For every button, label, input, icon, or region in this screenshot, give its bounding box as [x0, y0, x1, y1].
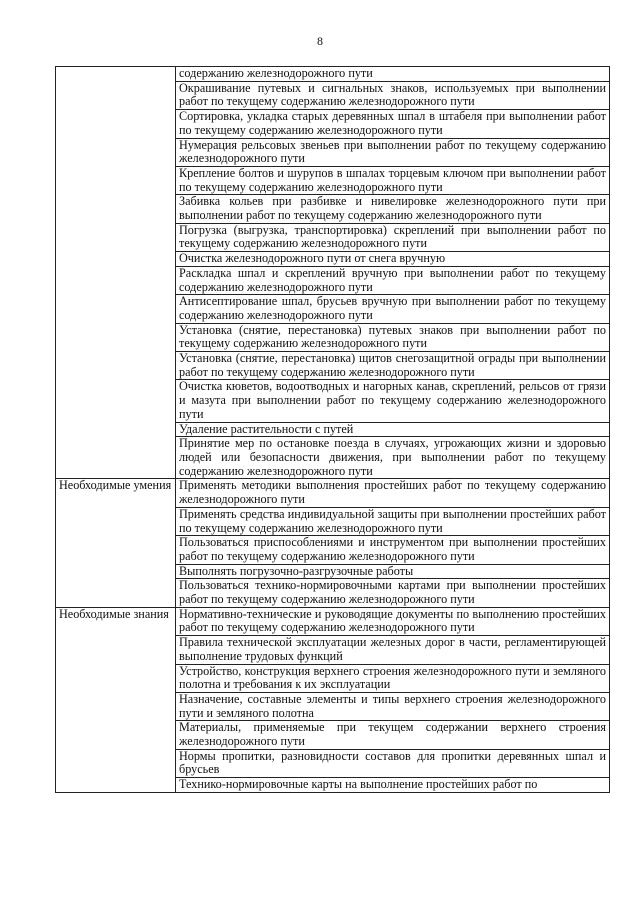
table-cell: Выполнять погрузочно-разгрузочные работы — [176, 564, 610, 579]
competency-table — [55, 66, 610, 793]
table-cell: Установка (снятие, перестановка) путевых знаков при выполнении работ по текущему содержанию железнодорожного пути — [176, 323, 610, 351]
table-cell: Технико-нормировочные карты на выполнение простейших работ по — [176, 778, 610, 793]
table-cell: Устройство, конструкция верхнего строения железнодорожного пути и земляного полотна и требования к их эксплуатации — [176, 664, 610, 692]
section-heading: Необходимые умения — [56, 479, 176, 607]
table-cell: Установка (снятие, перестановка) щитов снегозащитной ограды при выполнении работ по текущему содержанию железнодорожного пути — [176, 352, 610, 380]
table-cell: Раскладка шпал и скреплений вручную при выполнении работ по текущему содержанию железнодорожного пути — [176, 266, 610, 294]
table-cell: Правила технической эксплуатации железных дорог в части, регламентирующей выполнение трудовых функций — [176, 636, 610, 664]
table-cell: Назначение, составные элементы и типы верхнего строения железнодорожного пути и земляного полотна — [176, 692, 610, 720]
page-bottom-fade — [0, 850, 640, 905]
table-cell: Сортировка, укладка старых деревянных шпал в штабеля при выполнении работ по текущему содержанию железнодорожного пути — [176, 110, 610, 138]
section-heading — [56, 67, 176, 479]
table-cell: Применять методики выполнения простейших работ по текущему содержанию железнодорожного пути — [176, 479, 610, 507]
table-cell: Нормы пропитки, разновидности составов для пропитки деревянных шпал и брусьев — [176, 749, 610, 777]
table-cell: Нумерация рельсовых звеньев при выполнении работ по текущему содержанию железнодорожного пути — [176, 138, 610, 166]
table-cell: содержанию железнодорожного пути — [176, 67, 610, 82]
table-cell: Применять средства индивидуальной защиты при выполнении простейших работ по текущему содержанию железнодорожного пути — [176, 507, 610, 535]
table-cell: Погрузка (выгрузка, транспортировка) скреплений при выполнении работ по текущему содержанию железнодорожного пути — [176, 223, 610, 251]
table-row — [56, 67, 610, 82]
table-cell: Материалы, применяемые при текущем содержании верхнего строения железнодорожного пути — [176, 721, 610, 749]
table-cell: Удаление растительности с путей — [176, 422, 610, 437]
table-row — [56, 479, 610, 507]
table-cell: Окрашивание путевых и сигнальных знаков, используемых при выполнении работ по текущему содержанию железнодорожного пути — [176, 81, 610, 109]
table-cell: Забивка кольев при разбивке и нивелировке железнодорожного пути при выполнении работ по текущему содержанию железнодорожного пути — [176, 195, 610, 223]
section-heading: Необходимые знания — [56, 607, 176, 792]
table-cell: Крепление болтов и шурупов в шпалах торцевым ключом при выполнении работ по текущему содержанию железнодорожного пути — [176, 166, 610, 194]
table-cell: Нормативно-технические и руководящие документы по выполнению простейших работ по текущему содержанию железнодорожного пути — [176, 607, 610, 635]
table-cell: Пользоваться технико-нормировочными картами при выполнении простейших работ по текущему содержанию железнодорожного пути — [176, 579, 610, 607]
table-cell: Антисептирование шпал, брусьев вручную при выполнении работ по текущему содержанию железнодорожного пути — [176, 295, 610, 323]
table-cell: Пользоваться приспособлениями и инструментом при выполнении простейших работ по текущему содержанию железнодорожного пути — [176, 536, 610, 564]
table-row — [56, 607, 610, 635]
page-number: 8 — [317, 34, 323, 48]
table-cell: Принятие мер по остановке поезда в случаях, угрожающих жизни и здоровью людей или безопасности движения, при выполнении работ по текущему содержанию железнодорожного пути — [176, 437, 610, 479]
table-cell: Очистка кюветов, водоотводных и нагорных канав, скреплений, рельсов от грязи и мазута при выполнении работ по текущему содержанию железнодорожного пути — [176, 380, 610, 422]
table-cell: Очистка железнодорожного пути от снега вручную — [176, 252, 610, 267]
